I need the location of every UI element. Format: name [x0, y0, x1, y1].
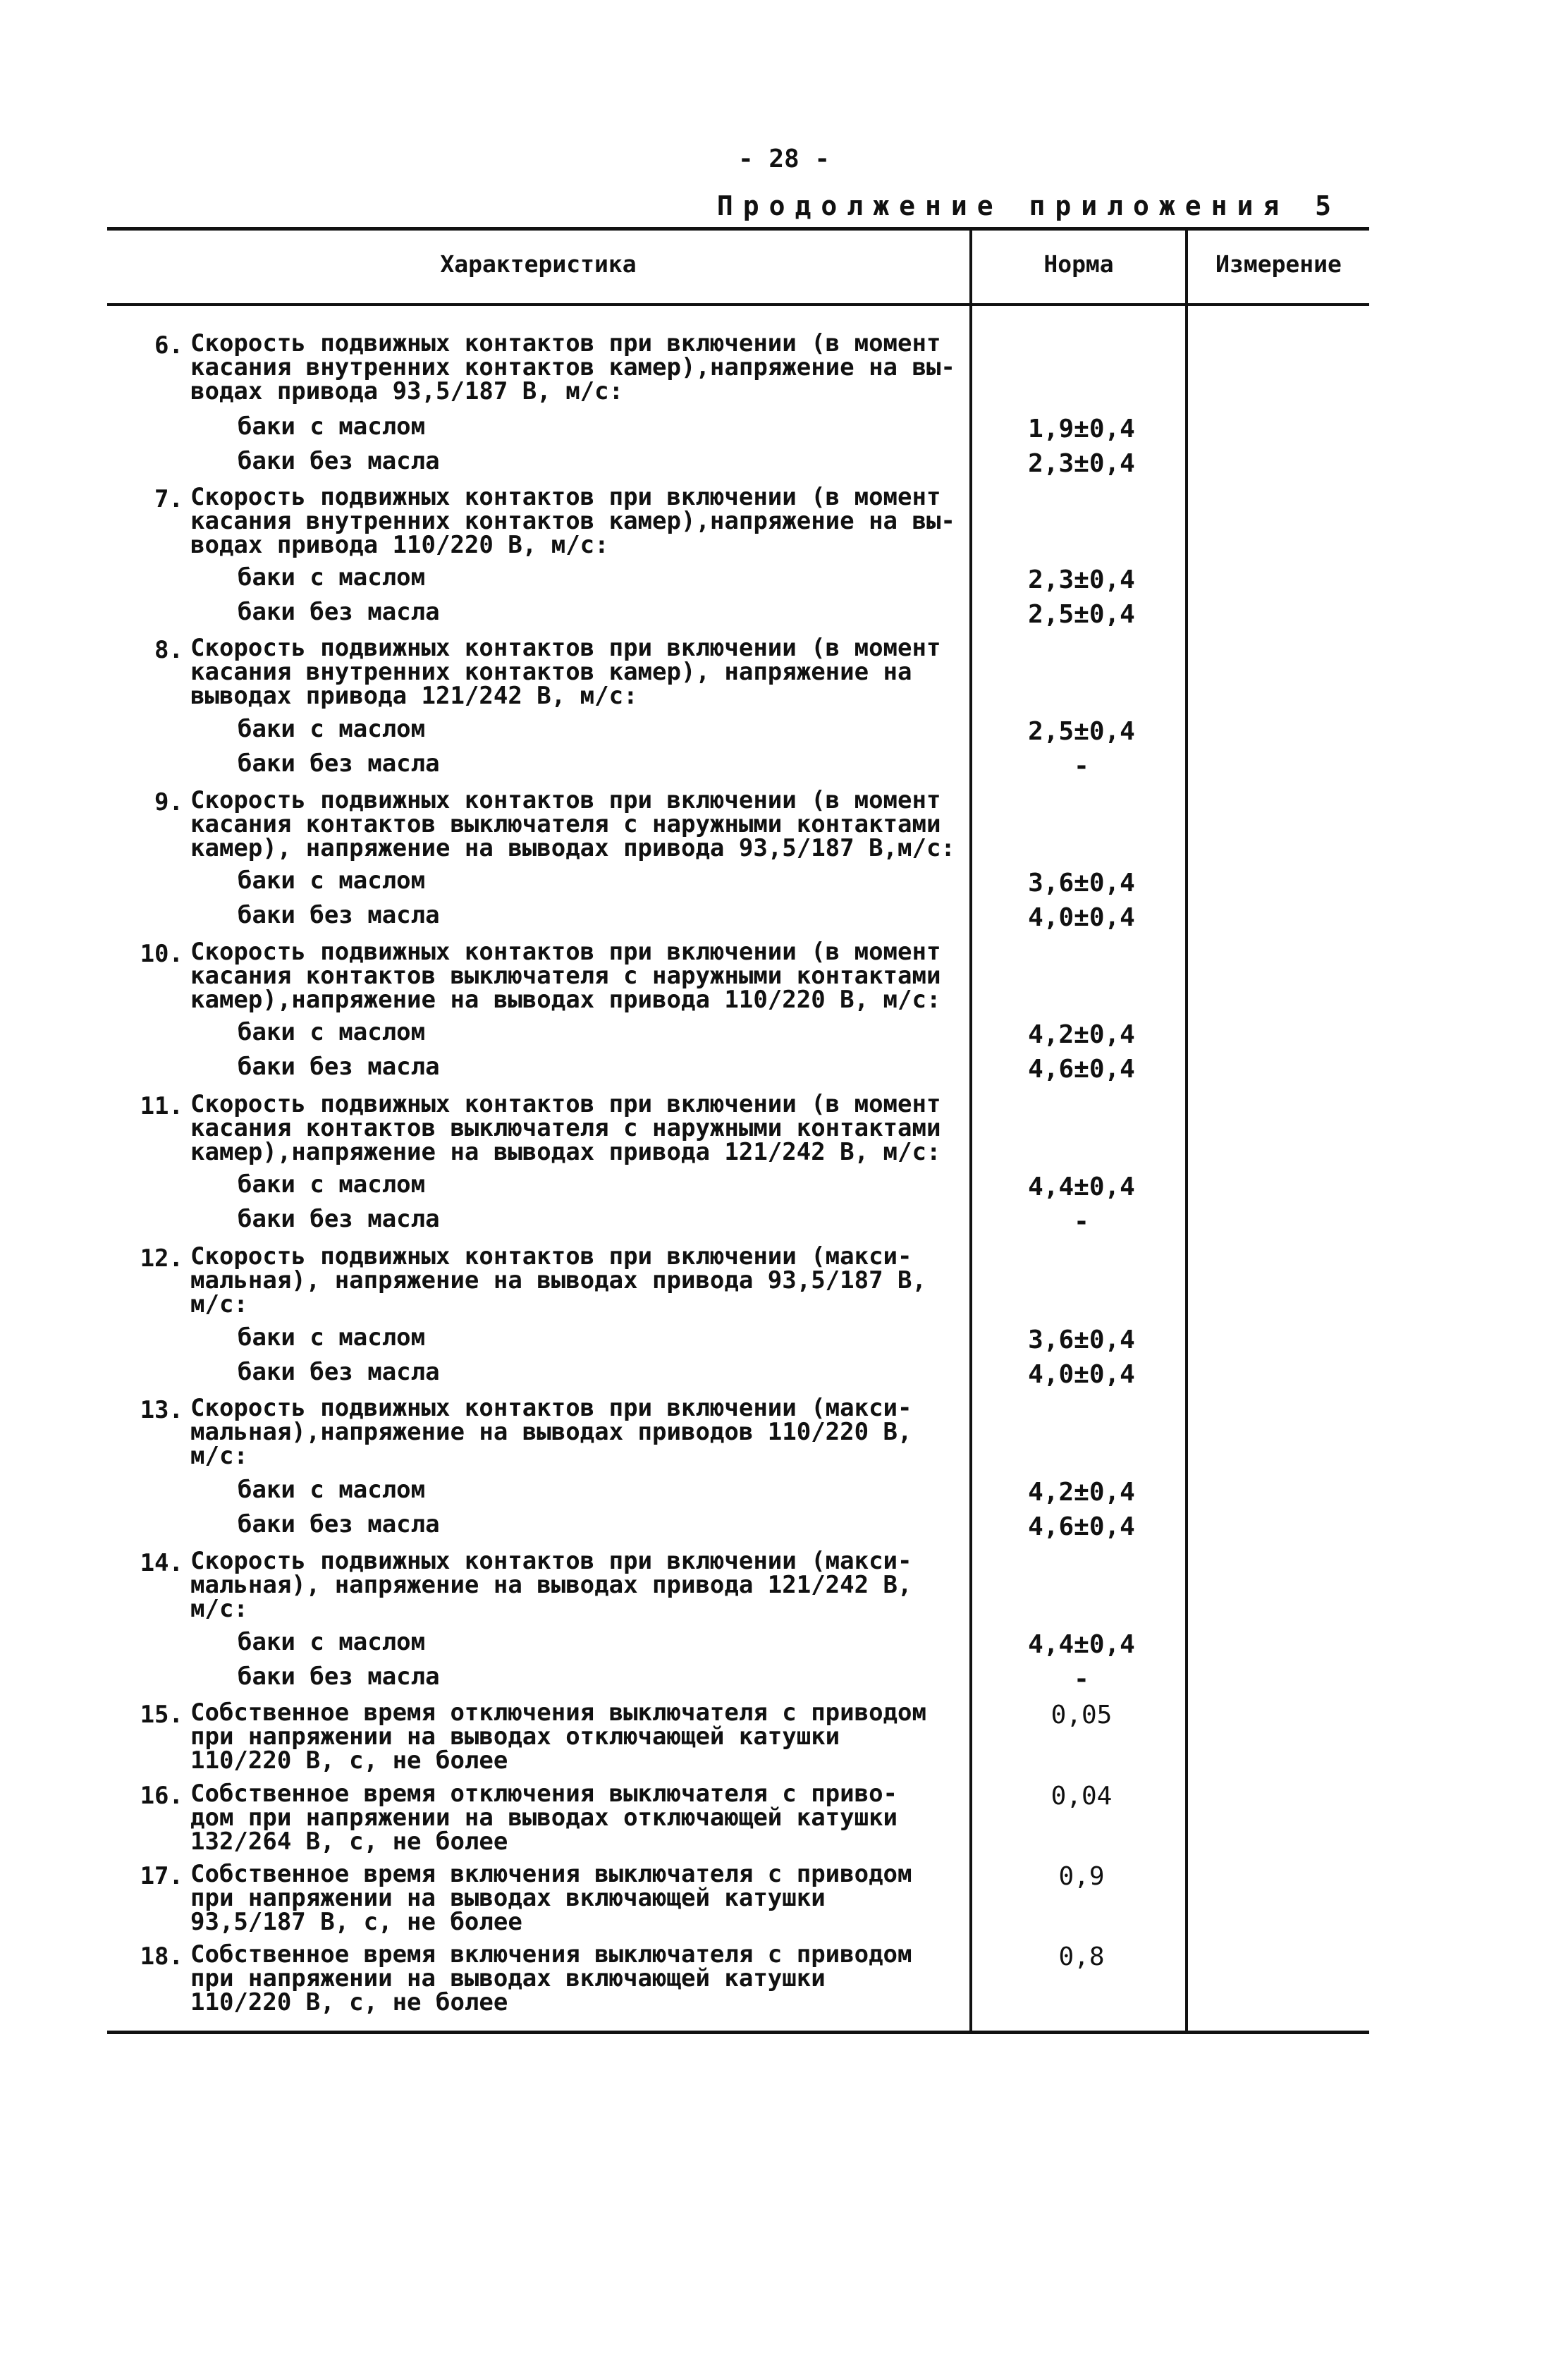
- row-text: баки без масла: [238, 447, 440, 475]
- page-number: - 28 -: [737, 145, 831, 173]
- header-measurement: Измерение: [1215, 250, 1342, 278]
- row-norm: 4,2±0,4: [1028, 1020, 1135, 1049]
- row-number: 6.: [154, 331, 183, 360]
- row-text: баки с маслом: [238, 1018, 426, 1046]
- row-text: Скорость подвижных контактов при включении (макси- мальная), напряжение на выводах привода 93,5/187 В, м/с:: [190, 1242, 926, 1318]
- row-norm: 0,04: [1051, 1782, 1113, 1811]
- row-text: баки без масла: [238, 749, 440, 778]
- continuation-title: Продолжение приложения 5: [716, 190, 1341, 221]
- table-top-rule: [107, 227, 1369, 231]
- row-text: Собственное время отключения выключателя с приво- дом при напряжении на выводах отключающей катушки 132/264 В, с, не более: [190, 1780, 898, 1856]
- row-text: Скорость подвижных контактов при включении (макси- мальная), напряжение на выводах привода 121/242 В, м/с:: [190, 1547, 912, 1623]
- column-divider-2: [1185, 227, 1188, 2034]
- row-norm: 4,4±0,4: [1028, 1173, 1135, 1201]
- table-bottom-rule: [107, 2031, 1369, 2034]
- row-text: баки без масла: [238, 1053, 440, 1081]
- row-number: 8.: [154, 636, 183, 664]
- row-norm: 3,6±0,4: [1028, 869, 1135, 898]
- row-norm: 4,6±0,4: [1028, 1512, 1135, 1541]
- row-text: Собственное время отключения выключателя с приводом при напряжении на выводах отключающей катушки 110/220 В, с, не более: [190, 1698, 926, 1775]
- row-norm: 4,2±0,4: [1028, 1478, 1135, 1507]
- row-text: баки с маслом: [238, 867, 426, 895]
- header-norm: Норма: [1043, 250, 1114, 278]
- row-number: 13.: [140, 1396, 183, 1424]
- row-text: Скорость подвижных контактов при включении (макси- мальная),напряжение на выводах приводов 110/220 В, м/с:: [190, 1394, 912, 1470]
- row-norm: 0,8: [1058, 1942, 1105, 1971]
- row-norm: 3,6±0,4: [1028, 1326, 1135, 1354]
- row-norm: 0,9: [1058, 1862, 1105, 1891]
- row-norm: 1,9±0,4: [1028, 415, 1135, 443]
- row-number: 11.: [140, 1092, 183, 1120]
- row-text: Скорость подвижных контактов при включении (в момент касания внутренних контактов камер),напряжение на вы- водах привода 110/220 В, м/с:: [190, 483, 955, 559]
- row-text: баки без масла: [238, 901, 440, 929]
- row-number: 17.: [140, 1862, 183, 1890]
- table-header-rule: [107, 303, 1369, 306]
- row-text: баки без масла: [238, 1663, 440, 1691]
- row-text: баки с маслом: [238, 412, 426, 441]
- row-number: 14.: [140, 1549, 183, 1577]
- row-norm: -: [1074, 1665, 1089, 1694]
- row-text: Собственное время включения выключателя с приводом при напряжении на выводах включающей катушки 110/220 В, с, не более: [190, 1940, 912, 2016]
- row-number: 12.: [140, 1244, 183, 1273]
- row-text: баки с маслом: [238, 1628, 426, 1656]
- row-norm: 2,3±0,4: [1028, 565, 1135, 594]
- row-number: 18.: [140, 1942, 183, 1971]
- row-text: баки без масла: [238, 598, 440, 626]
- row-number: 9.: [154, 788, 183, 816]
- row-norm: -: [1074, 752, 1089, 781]
- row-number: 16.: [140, 1782, 183, 1810]
- row-norm: 0,05: [1051, 1701, 1113, 1730]
- row-text: баки без масла: [238, 1510, 440, 1538]
- row-norm: 4,6±0,4: [1028, 1055, 1135, 1084]
- row-number: 7.: [154, 485, 183, 513]
- row-text: баки с маслом: [238, 1476, 426, 1504]
- row-norm: 4,0±0,4: [1028, 1360, 1135, 1389]
- header-characteristic: Характеристика: [440, 250, 637, 278]
- row-norm: 2,3±0,4: [1028, 449, 1135, 478]
- row-norm: 4,4±0,4: [1028, 1630, 1135, 1659]
- row-norm: 4,0±0,4: [1028, 903, 1135, 932]
- row-text: баки с маслом: [238, 563, 426, 592]
- row-text: баки с маслом: [238, 1323, 426, 1352]
- row-text: баки с маслом: [238, 1170, 426, 1199]
- row-text: баки с маслом: [238, 715, 426, 743]
- row-text: баки без масла: [238, 1358, 440, 1386]
- row-number: 15.: [140, 1701, 183, 1729]
- row-text: Скорость подвижных контактов при включении (в момент касания контактов выключателя с наружными контактами камер),напряжение на выводах привода 110/220 В, м/с:: [190, 938, 941, 1014]
- row-text: Скорость подвижных контактов при включении (в момент касания внутренних контактов камер), напряжение на выводах привода 121/242 В, м/с:: [190, 634, 941, 710]
- row-number: 10.: [140, 940, 183, 968]
- row-norm: 2,5±0,4: [1028, 600, 1135, 629]
- row-norm: 2,5±0,4: [1028, 717, 1135, 746]
- row-text: Собственное время включения выключателя с приводом при напряжении на выводах включающей катушки 93,5/187 В, с, не более: [190, 1860, 912, 1936]
- row-text: Скорость подвижных контактов при включении (в момент касания внутренних контактов камер),напряжение на вы- водах привода 93,5/187 В, м/с:: [190, 329, 955, 405]
- row-text: Скорость подвижных контактов при включении (в момент касания контактов выключателя с наружными контактами камер),напряжение на выводах привода 121/242 В, м/с:: [190, 1090, 941, 1166]
- row-text: баки без масла: [238, 1205, 440, 1233]
- row-text: Скорость подвижных контактов при включении (в момент касания контактов выключателя с наружными контактами камер), напряжение на выводах привода 93,5/187 В,м/с:: [190, 786, 955, 862]
- row-norm: -: [1074, 1207, 1089, 1236]
